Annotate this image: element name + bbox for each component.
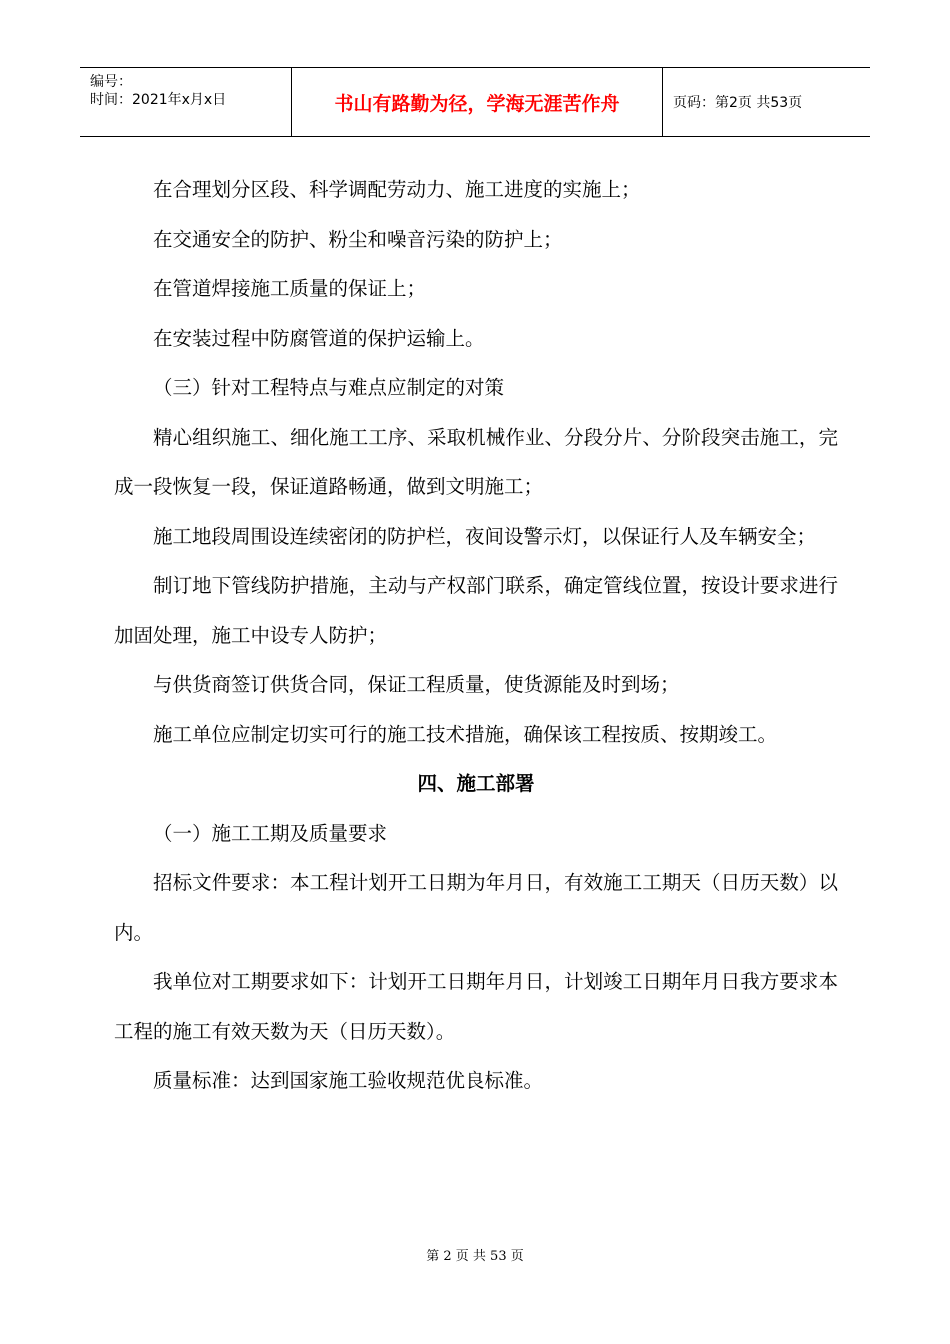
paragraph: 精心组织施工、细化施工工序、采取机械作业、分段分片、分阶段突击施工，完成一段恢复一段，保证道路畅通，做到文明施工； xyxy=(114,425,838,498)
paragraph: 招标文件要求：本工程计划开工日期为年月日，有效施工工期天（日历天数）以内。 xyxy=(114,871,838,944)
date-label: 时间：2021年x月x日 xyxy=(90,92,227,108)
subsection-heading: （一）施工工期及质量要求 xyxy=(153,821,388,845)
paragraph: 制订地下管线防护措施，主动与产权部门联系，确定管线位置，按设计要求进行加固处理，施工中设专人防护； xyxy=(114,574,838,647)
header-motto: 书山有路勤为径，学海无涯苦作舟 xyxy=(292,68,663,137)
subsection-heading: （三）针对工程特点与难点应制定的对策 xyxy=(153,376,505,399)
number-label: 编号： xyxy=(90,74,132,90)
section-heading: 四、施工部署 xyxy=(417,772,535,795)
paragraph: 在交通安全的防护、粉尘和噪音污染的防护上； xyxy=(153,227,563,251)
paragraph: 我单位对工期要求如下：计划开工日期年月日，计划竣工日期年月日我方要求本工程的施工有效天数为天（日历天数）。 xyxy=(114,970,838,1043)
paragraph: 与供货商签订供货合同，保证工程质量，使货源能及时到场； xyxy=(153,673,680,696)
document-body xyxy=(114,165,838,1106)
paragraph: 在安装过程中防腐管道的保护运输上。 xyxy=(153,326,485,350)
document-header xyxy=(80,67,870,137)
paragraph: 质量标准：达到国家施工验收规范优良标准。 xyxy=(153,1069,544,1092)
paragraph: 施工地段周围设连续密闭的防护栏，夜间设警示灯，以保证行人及车辆安全； xyxy=(153,524,817,548)
header-meta xyxy=(80,68,292,137)
page-footer: 第 2 页 共 53 页 xyxy=(426,1249,524,1264)
paragraph: 在合理划分区段、科学调配劳动力、施工进度的实施上； xyxy=(153,178,641,201)
paragraph: 在管道焊接施工质量的保证上； xyxy=(153,277,427,300)
paragraph: 施工单位应制定切实可行的施工技术措施，确保该工程按质、按期竣工。 xyxy=(153,722,778,746)
header-page-info: 页码：第2页 共53页 xyxy=(663,68,871,137)
